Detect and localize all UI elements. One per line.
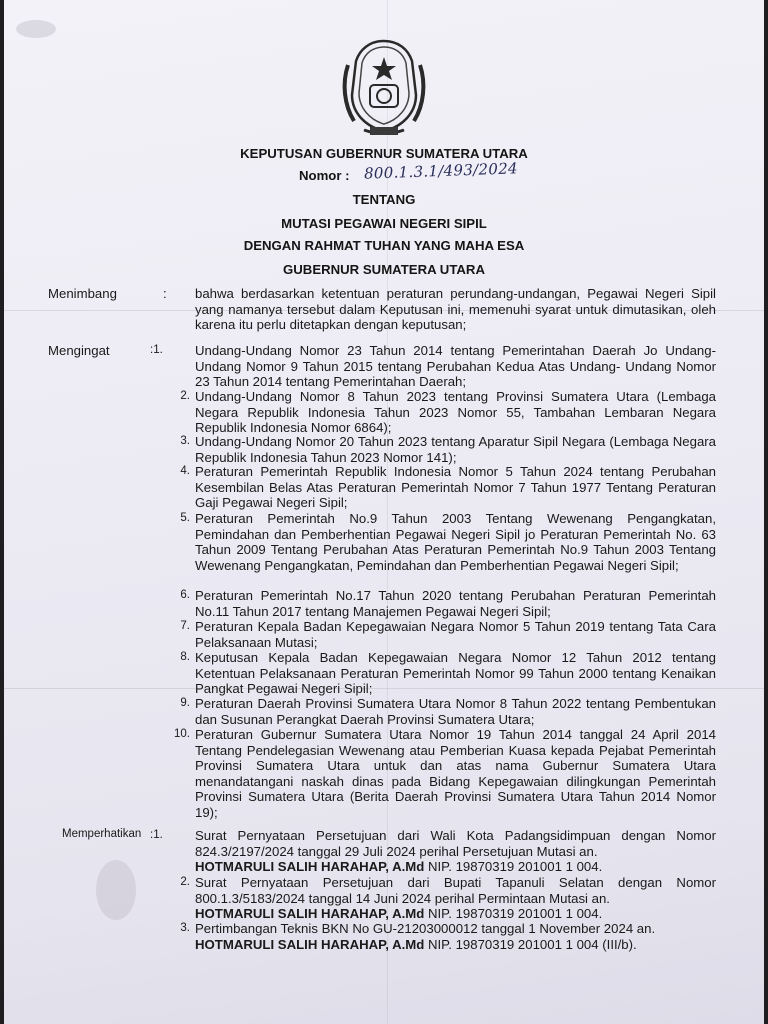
item-body: Surat Pernyataan Persetujuan dari Wali Kota Padangsidimpuan dengan Nomor 824.3/2197/2024 tanggal 29 Juli 2024 perihal Persetujuan Mutasi an. <box>195 828 716 859</box>
item-number: :1. <box>150 829 163 841</box>
item-body: Pertimbangan Teknis BKN No GU-21203000012 tanggal 1 November 2024 an. <box>195 921 656 936</box>
item-text: Peraturan Daerah Provinsi Sumatera Utara Nomor 8 Tahun 2022 tentang Pembentukan dan Susunan Perangkat Daerah Provinsi Sumatera Utara; <box>195 696 716 727</box>
item-text: Peraturan Pemerintah No.17 Tahun 2020 tentang Perubahan Peraturan Pemerintah No.11 Tahun 2017 tentang Manajemen Pegawai Negeri Sipil; <box>195 588 716 619</box>
item-number: 2. <box>180 876 190 888</box>
employee-name: HOTMARULI SALIH HARAHAP, A.Md <box>195 906 425 922</box>
item-number: 3. <box>180 435 190 447</box>
mengingat-label: Mengingat <box>48 343 110 358</box>
item-text <box>195 921 716 952</box>
menimbang-label: Menimbang <box>48 286 117 301</box>
item-text: Peraturan Pemerintah No.9 Tahun 2003 Tentang Wewenang Pengangkatan, Pemindahan dan Pemberhentian Pegawai Negeri Sipil jo Peraturan Pemerintah No. 63 Tahun 2009 Tentang Perubahan Atas Peraturan Pemerintah No.9 Tahun 2003 Tentang Wewenang Pengangkatan, Pemindahan dan Pemberhentian Pegawai Negeri Sipil; <box>195 511 716 573</box>
document-title: KEPUTUSAN GUBERNUR SUMATERA UTARA <box>240 146 528 161</box>
item-number: 6. <box>180 589 190 601</box>
employee-name: HOTMARULI SALIH HARAHAP, A.Md <box>195 859 425 875</box>
item-text <box>195 828 716 875</box>
item-number: 9. <box>180 697 190 709</box>
tentang-heading: TENTANG <box>352 192 416 207</box>
item-text: Peraturan Pemerintah Republik Indonesia Nomor 5 Tahun 2024 tentang Perubahan Kesembilan Belas Atas Peraturan Pemerintah Nomor 7 Tahun 1977 Tentang Peraturan Gaji Pegawai Negeri Sipil; <box>195 464 716 511</box>
item-number: 4. <box>180 465 190 477</box>
menimbang-text: bahwa berdasarkan ketentuan peraturan perundang-undangan, Pegawai Negeri Sipil yang namanya tersebut dalam Keputusan ini, memenuhi syarat untuk dimutasikan, oleh karena itu perlu ditetapkan dengan keputusan; <box>195 286 716 333</box>
item-text: Undang-Undang Nomor 20 Tahun 2023 tentang Aparatur Sipil Negara (Lembaga Negara Republik Indonesia Tahun 2023 Nomor 141); <box>195 434 716 465</box>
item-number: :1. <box>150 344 163 356</box>
employee-nip: NIP. 19870319 201001 1 004 (III/b). <box>424 936 637 952</box>
menimbang-colon: : <box>163 286 167 301</box>
item-text <box>195 875 716 922</box>
item-text: Undang-Undang Nomor 23 Tahun 2014 tentang Pemerintahan Daerah Jo Undang-Undang Nomor 9 Tahun 2015 tentang Perubahan Kedua Atas Undang- Undang Nomor 23 Tahun 2014 tentang Pemerintahan Daerah; <box>195 343 716 390</box>
north-sumatra-emblem <box>340 35 428 140</box>
employee-name: HOTMARULI SALIH HARAHAP, A.Md <box>195 936 425 952</box>
item-text: Peraturan Gubernur Sumatera Utara Nomor 19 Tahun 2014 tanggal 24 April 2014 Tentang Pendelegasian Wewenang atau Pemberian Kuasa kepada Pejabat Pemerintah Provinsi Sumatera Utara untuk dan atas nama Gubernur Sumatera Utara menandatangani naskah dinas pada Bidang Kepegawaian dilingkungan Pemerintah Provinsi Sumatera Utara (Berita Daerah Provinsi Sumatera Utara Tahun 2014 Nomor 19); <box>195 727 716 820</box>
item-text: Undang-Undang Nomor 8 Tahun 2023 tentang Provinsi Sumatera Utara (Lembaga Negara Republik Indonesia Tahun 2023 Nomor 55, Tambahan Lembaran Negara Republik Indonesia Nomor 6864); <box>195 389 716 436</box>
item-number: 10. <box>174 728 190 740</box>
item-body: Surat Pernyataan Persetujuan dari Bupati Tapanuli Selatan dengan Nomor 800.1.3/5183/2024 tanggal 14 Juni 2024 perihal Permintaan Mutasi an. <box>195 875 716 906</box>
corner-smudge <box>16 20 56 38</box>
item-number: 7. <box>180 620 190 632</box>
item-text: Peraturan Kepala Badan Kepegawaian Negara Nomor 5 Tahun 2019 tentang Tata Cara Pelaksanaan Mutasi; <box>195 619 716 650</box>
nomor-handwritten-value: 800.1.3.1/493/2024 <box>363 159 519 183</box>
fingerprint-smudge <box>96 860 136 920</box>
employee-nip: NIP. 19870319 201001 1 004. <box>424 906 603 922</box>
item-number: 2. <box>180 390 190 402</box>
issuer-heading: GUBERNUR SUMATERA UTARA <box>283 262 485 277</box>
item-text: Keputusan Kepala Badan Kepegawaian Negara Nomor 12 Tahun 2012 tentang Ketentuan Pelaksanaan Peraturan Pemerintah Nomor 99 Tahun 2000 tentang Kenaikan Pangkat Pegawai Negeri Sipil; <box>195 650 716 697</box>
employee-nip: NIP. 19870319 201001 1 004. <box>424 859 603 875</box>
invocation-heading: DENGAN RAHMAT TUHAN YANG MAHA ESA <box>243 238 525 253</box>
memperhatikan-label: Memperhatikan <box>62 828 142 840</box>
subject-heading: MUTASI PEGAWAI NEGERI SIPIL <box>281 216 487 231</box>
item-number: 5. <box>180 512 190 524</box>
item-number: 3. <box>180 922 190 934</box>
nomor-label: Nomor : <box>299 168 350 183</box>
item-number: 8. <box>180 651 190 663</box>
